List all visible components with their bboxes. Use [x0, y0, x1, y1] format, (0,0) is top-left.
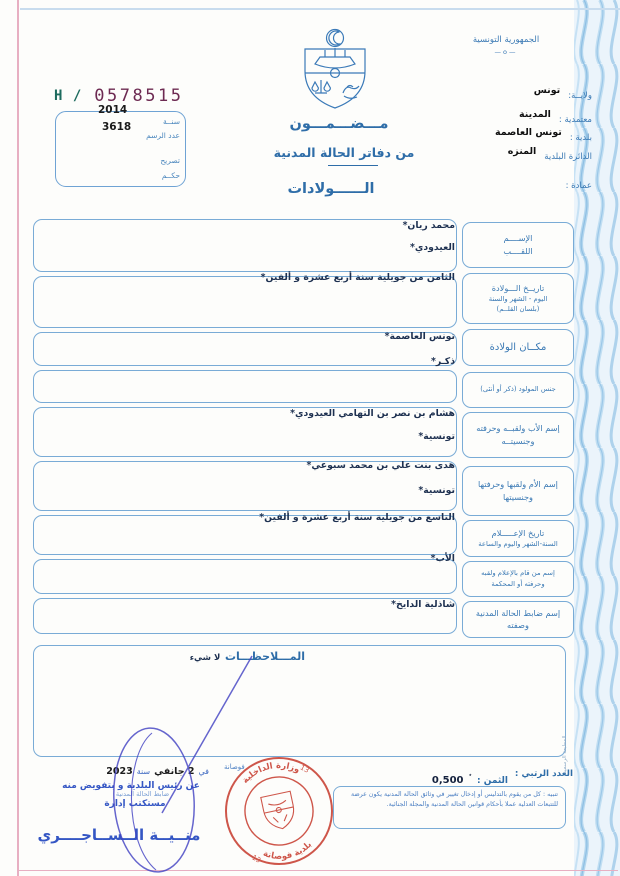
top-edge-line	[20, 8, 620, 10]
admin-row-governorate	[533, 85, 592, 101]
date-year-value: 2023	[106, 766, 133, 777]
field-label-sex	[462, 372, 574, 408]
document-title-line2: من دفاتر الحالة المدنية	[273, 145, 415, 160]
delegation-label: معتمدية :	[558, 115, 592, 125]
registry-year-label: سنــة	[163, 117, 180, 126]
value-officer-name: شاذلية الدايخ*	[391, 599, 455, 610]
label-line: مكــان الولادة	[489, 341, 547, 353]
stamp-ring-bottom-text: بلدية فوصانة	[261, 839, 315, 863]
admin-row-delegation	[519, 109, 592, 125]
place-mark: فوصانة	[224, 763, 245, 771]
field-label-father	[462, 412, 574, 458]
label-line: إسم الأم ولقبها وحرفتها	[478, 479, 558, 490]
value-surname: العيدودي*	[409, 242, 455, 253]
label-line: وصفته	[507, 620, 529, 630]
price-star: ٭	[468, 771, 472, 779]
serial-number-block	[54, 86, 183, 106]
document-title-births: الــــــولادات	[287, 181, 375, 197]
governorate-label: ولايــة:	[568, 91, 592, 101]
value-sex: ذكـر*	[430, 356, 455, 367]
municipal-red-stamp-icon	[220, 752, 338, 870]
label-line: السنة-الشهر واليوم والساعة	[478, 539, 558, 548]
registry-record-label: عدد الرسم	[146, 131, 180, 140]
value-birthdate: الثامن من جويلية سنة أربع عشرة و ألفين*	[260, 272, 455, 283]
legal-warning-box	[333, 786, 566, 829]
omda-label: عمادة :	[565, 181, 592, 191]
label-line: إسم الأب ولقبــه وحرفته	[476, 423, 560, 434]
flourish-ornament: —o—	[494, 48, 518, 56]
value-mother-nationality: تونسية*	[418, 485, 455, 496]
value-birthplace: تونس العاصمة*	[384, 331, 455, 342]
date-year-label: سنة	[136, 767, 151, 776]
value-father-name: هشام بن نصر بن التهامي العيدودي*	[290, 408, 455, 419]
field-label-officer	[462, 601, 574, 638]
date-prefix: في	[198, 767, 209, 776]
ordinal-number-label: العدد الرتبي :	[514, 769, 573, 779]
value-box-notifier	[33, 559, 457, 594]
field-label-birthdate	[462, 273, 574, 324]
value-box-sex	[33, 370, 457, 403]
value-mother-name: هدى بنت علي بن محمد سبوعي*	[306, 460, 455, 471]
registry-stamp-box	[55, 104, 186, 187]
label-line: جنس المولود (ذكر أو أنثى)	[480, 385, 556, 394]
label-line: وجنسيتــه	[501, 435, 535, 446]
officer-underlay-text: ضابط الحالة المدنية	[115, 790, 170, 798]
value-given-name: محمد ريان*	[402, 220, 455, 231]
label-line: الإســــم	[503, 233, 533, 244]
value-notification-date: التاسع من جويلية سنة أربع عشرة و ألفين*	[259, 512, 455, 523]
registry-judgment-label: حكــم	[161, 171, 180, 180]
tunisia-coat-of-arms-icon	[295, 27, 375, 111]
price-label: الثمن :	[476, 776, 508, 786]
field-label-birthplace	[462, 329, 574, 366]
admin-row-district	[507, 146, 592, 162]
registry-declaration-label: تصريح	[160, 156, 180, 165]
price-line	[416, 768, 508, 787]
warning-line2: للتتبعات العدلية عملا بأحكام قوانين الحالة المدنية والمجلة الجنائية.	[386, 801, 558, 809]
remarks-value: لا شيء	[189, 653, 221, 663]
date-day-month: 2 جانفي	[154, 766, 195, 777]
field-label-notifier	[462, 561, 574, 597]
value-box-birthdate	[33, 276, 457, 328]
field-label-name	[462, 222, 574, 268]
stamp-mark-bottom: 13	[250, 853, 263, 865]
stamp-center-emblem	[261, 791, 298, 831]
field-label-mother	[462, 466, 574, 516]
label-line: إسم من قام بالإعلام ولقبه	[481, 569, 555, 578]
document-title-line1: مـــضـــمـــون	[289, 116, 389, 132]
label-line: تاريخ الإعـــــلام	[491, 527, 545, 538]
label-line: إسم ضابط الحالة المدنية	[475, 607, 561, 618]
label-line: اليوم - الشهر والسنة	[488, 294, 548, 303]
signer-name: منــيــة الــســاجــــري	[37, 826, 201, 844]
printer-mark: المطبعة الرسمية	[562, 735, 568, 774]
label-line: اللقــــب	[503, 245, 533, 256]
delegation-value: المدينة	[519, 109, 551, 120]
warning-line1: تنبيه : كل من يقوم بالتدليس أو إدخال تغيير في وثائق الحالة المدنية يكون عرضة	[350, 791, 558, 798]
serial-number: 0578515	[94, 86, 184, 106]
registry-year-value: 2014	[98, 104, 128, 116]
field-label-notification-date	[462, 520, 574, 557]
admin-row-omda	[558, 181, 592, 191]
value-father-nationality: تونسية*	[418, 431, 455, 442]
signer-role: مستكتب إدارة	[104, 799, 166, 809]
price-value: 0,500	[431, 775, 464, 786]
stamp-mark-top: 13	[298, 763, 311, 775]
serial-prefix: H /	[54, 88, 83, 104]
title-underline	[328, 165, 378, 166]
stamp-ring-top-text: وزارة الداخلية	[240, 760, 302, 786]
municipality-value: تونس العاصمة	[494, 127, 562, 138]
district-label: الدائرة البلدية	[544, 152, 592, 162]
district-value: المنزه	[507, 146, 537, 157]
label-line: (بلسان القلــم)	[496, 305, 540, 314]
republic-title: الجمهورية التونسية	[472, 35, 540, 45]
registry-record-number: 3618	[102, 121, 132, 133]
label-line: وحرفته أو المحكمة	[491, 579, 545, 588]
delegation-stamp-text: عن رئيس البلدية و بتفويض منه	[62, 781, 200, 791]
value-notifier: الأب*	[430, 553, 455, 564]
label-line: تاريــخ الـــولادة	[491, 282, 545, 293]
label-line: وجنسيتها	[503, 491, 533, 502]
left-edge-line	[17, 0, 19, 876]
remarks-title: المـــلاحظـــات	[224, 650, 305, 663]
municipality-label: بلدية :	[569, 133, 592, 143]
governorate-value: تونس	[533, 85, 561, 96]
admin-row-municipality	[494, 127, 592, 143]
